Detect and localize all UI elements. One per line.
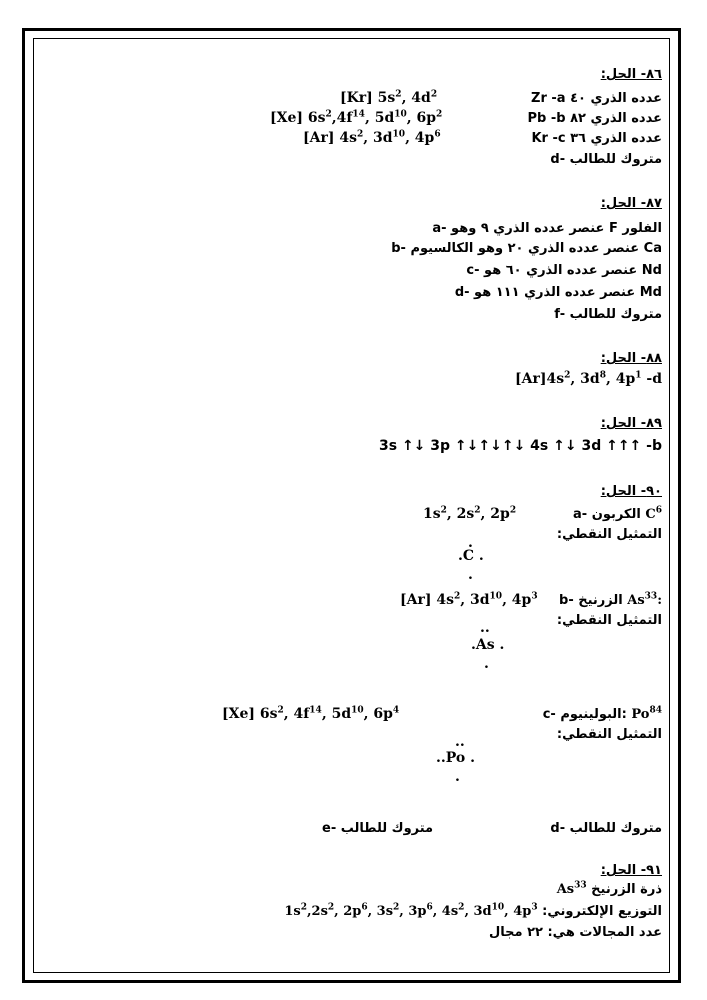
q90-e-text: e- متروك للطالب [322, 821, 434, 836]
polonium-dot-structure: ..Po . [436, 750, 475, 766]
q86-a-text: Zr -a عدده الذري ٤٠ [531, 91, 662, 106]
q90-d-text: d- متروك للطالب [550, 821, 662, 836]
q90-a-config: $1s^2$, $2s^2$, $2p^2$ [423, 505, 517, 522]
q86-b-config: [Xe] $6s^2,4f^{14}$, $5d^{10}$, $6p^2$ [270, 109, 443, 126]
q87-b: b- عنصر عدده الذري ٢٠ وهو الكالسيوم Ca [391, 241, 662, 256]
q86-d-text: d- متروك للطالب [550, 152, 662, 167]
arsenic-dot-structure: .As . [471, 637, 505, 653]
q90-b-config: [Ar] $4s^2$, $3d^{10}$, $4p^3$ [400, 591, 538, 608]
q90-c-label: c- البولينيوم: Po$^{84}$ [542, 705, 662, 722]
q90-a-label: a- الكربون $C^6$ [573, 505, 662, 522]
q91-config-line: التوزيع الإلكتروني: $1s^2,2s^2$, $2p^6$, $3s^2$, $3p^6$, $4s^2$, $3d^{10}$, $4p^3$ [284, 902, 662, 919]
arsenic-bottom-dot: . [484, 656, 489, 672]
q87-a: a- عنصر عدده الذري ٩ وهو F الفلور [432, 221, 662, 236]
q88-heading: ٨٨- الحل: [600, 351, 662, 366]
q87-d: d- عنصر عدده الذري ١١١ هو Md [454, 285, 662, 300]
q90-b-dot-label: التمثيل النقطي: [556, 613, 662, 628]
q87-c: c- عنصر عدده الذري ٦٠ هو Nd [466, 263, 662, 278]
q91-heading: ٩١- الحل: [600, 863, 662, 878]
q90-c-config: [Xe] $6s^2$, $4f^{14}$, $5d^{10}$, $6p^4$ [222, 705, 400, 722]
q90-b-label: b- الزرنيخ As$^{33}$: [559, 591, 662, 608]
q86-c-text: Kr -c عدده الذري ٣٦ [531, 131, 662, 146]
q86-c-config: [Ar] $4s^2$, $3d^{10}$, $4p^6$ [303, 129, 441, 146]
arsenic-top-dots: .. [480, 620, 490, 636]
q88-answer: $[Ar]4s^2$, $3d^8$, $4p^1$ -d [515, 370, 662, 387]
q87-f: f- متروك للطالب [554, 307, 662, 322]
q86-b-text: Pb -b عدده الذري ٨٢ [527, 111, 662, 126]
polonium-top-dots: .. [455, 734, 465, 750]
q90-c-dot-label: التمثيل النقطي: [556, 727, 662, 742]
q86-a-config: [Kr] $5s^2$, $4d^2$ [340, 89, 438, 106]
q87-heading: ٨٧- الحل: [600, 196, 662, 211]
q90-heading: ٩٠- الحل: [600, 484, 662, 499]
polonium-bottom-dot: . [455, 769, 460, 785]
q86-heading: ٨٦- الحل: [600, 67, 662, 82]
carbon-bottom-dot: . [468, 567, 473, 583]
q90-a-dot-label: التمثيل النقطي: [556, 527, 662, 542]
carbon-top-dot: . [468, 535, 473, 551]
q91-atom: ذرة الزرنيخ As$^{33}$ [556, 880, 662, 897]
carbon-dot-structure: .C . [458, 548, 484, 564]
q89-answer: 3s ↑↓ 3p ↑↓↑↓↑↓ 4s ↑↓ 3d ↑↑↑ -b [379, 438, 662, 454]
q91-orbitals: عدد المجالات هي: ٢٢ مجال [488, 925, 662, 940]
q89-heading: ٨٩- الحل: [600, 416, 662, 431]
